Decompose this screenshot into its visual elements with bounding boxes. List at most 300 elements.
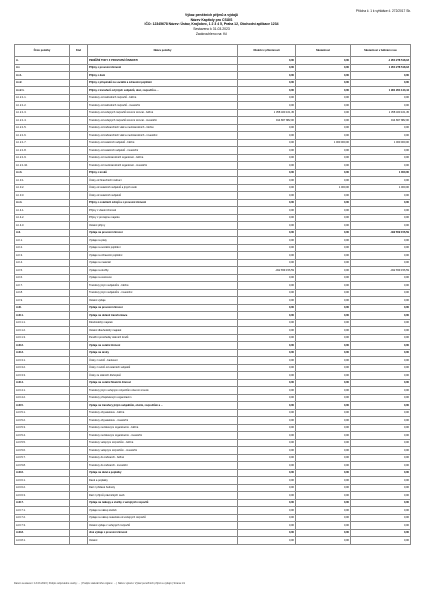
col-header-name: Název položky [88, 45, 238, 57]
table-row [15, 87, 411, 95]
row-period-value: 0,00 [238, 274, 296, 282]
row-period-value: 0,00 [238, 282, 296, 290]
row-kod [70, 507, 88, 515]
table-row [15, 492, 411, 500]
row-name: Úroky od ostatních subjektů [88, 192, 238, 200]
table-row [15, 462, 411, 470]
row-current-year-value: 0,00 [351, 162, 411, 170]
row-name: Transfery od veřejných rozpočtů územní úrovně - investiční [88, 117, 238, 125]
row-code: A.II.7. [15, 282, 70, 290]
row-code: A.III. [15, 304, 70, 312]
table-row [15, 432, 411, 440]
row-kod [70, 102, 88, 110]
row-name: Výdaje na úroky [88, 349, 238, 357]
table-row [15, 372, 411, 380]
row-code: A.I.4.3. [15, 222, 70, 230]
table-row [15, 57, 411, 65]
row-code: A.I.4.1. [15, 207, 70, 215]
row-actual-value: 0,00 [296, 79, 351, 87]
row-name: Ostatní dlouhodobý majetek [88, 327, 238, 335]
row-kod [70, 289, 88, 297]
row-kod [70, 297, 88, 305]
report-title: Výkaz peněžních příjmů a výdajů [185, 13, 238, 17]
row-name: Transfery veřejným rozpočtům - běžné [88, 439, 238, 447]
row-code: A.III.7. [15, 499, 70, 507]
row-actual-value: 0,00 [296, 537, 351, 545]
row-period-value: 0,00 [238, 64, 296, 72]
row-period-value: 0,00 [238, 154, 296, 162]
table-row [15, 304, 411, 312]
row-kod [70, 402, 88, 410]
row-name: Úroky od finančních institucí [88, 177, 238, 185]
row-code: A.I.2. [15, 79, 70, 87]
row-kod [70, 199, 88, 207]
row-kod [70, 462, 88, 470]
row-current-year-value: 0,00 [351, 334, 411, 342]
table-row [15, 394, 411, 402]
report-table [14, 44, 411, 545]
row-name: Transfery od veřejných rozpočtů územní úrovně - běžné [88, 109, 238, 117]
row-kod [70, 357, 88, 365]
row-current-year-value: 0,00 [351, 417, 411, 425]
row-kod [70, 372, 88, 380]
table-row [15, 192, 411, 200]
table-row [15, 259, 411, 267]
row-period-value: 0,00 [238, 147, 296, 155]
row-kod [70, 387, 88, 395]
row-actual-value: 0,00 [296, 267, 351, 275]
row-name: Transfery jiným veřejným rozpočtům územní úrovně [88, 387, 238, 395]
row-actual-value: 0,00 [296, 177, 351, 185]
row-period-value: 0,00 [238, 454, 296, 462]
table-row [15, 229, 411, 237]
row-current-year-value: 0,00 [351, 94, 411, 102]
row-period-value: 0,00 [238, 102, 296, 110]
row-period-value: 0,00 [238, 394, 296, 402]
row-kod [70, 64, 88, 72]
row-kod [70, 124, 88, 132]
row-period-value: 0,00 [238, 484, 296, 492]
table-row [15, 154, 411, 162]
row-code: A.I.2.1.10. [15, 162, 70, 170]
row-name: Transfery do zahraničí - běžné [88, 454, 238, 462]
row-period-value: 0,00 [238, 207, 296, 215]
table-row [15, 244, 411, 252]
row-name: Výdaje na nákupy a služby z veřejných rozpočtů [88, 499, 238, 507]
row-kod [70, 447, 88, 455]
table-row [15, 147, 411, 155]
table-row [15, 319, 411, 327]
row-code: A.I.2.1.9. [15, 154, 70, 162]
table-row [15, 274, 411, 282]
row-period-value: 0,00 [238, 439, 296, 447]
row-code: A.III.6. [15, 469, 70, 477]
table-row [15, 349, 411, 357]
row-kod [70, 192, 88, 200]
row-name: Výdaje na ostatní činnost [88, 342, 238, 350]
row-code: A.II.9. [15, 297, 70, 305]
row-code: A.II.1. [15, 237, 70, 245]
row-current-year-value: -1 954 278 518,18 [351, 57, 411, 65]
row-name: Transfery od ostatních subjektů - investiční [88, 147, 238, 155]
row-kod [70, 184, 88, 192]
row-name: Dlouhodobý majetek [88, 319, 238, 327]
row-code: A.I.2.1.8. [15, 147, 70, 155]
row-kod [70, 162, 88, 170]
row-current-year-value: 0,00 [351, 214, 411, 222]
row-period-value: 0,00 [238, 87, 296, 95]
row-code: A.III.5.3. [15, 424, 70, 432]
row-actual-value: 0,00 [296, 192, 351, 200]
row-name: Úroky od ostatních subjektů a jiných osob [88, 184, 238, 192]
row-current-year-value: 0,00 [351, 372, 411, 380]
row-code: A.III.4. [15, 379, 70, 387]
row-name: Transfery obyvatelstvu - investiční [88, 417, 238, 425]
table-row [15, 109, 411, 117]
row-period-value: 0,00 [238, 417, 296, 425]
row-code: A.III.2. [15, 342, 70, 350]
row-code: A.II.6. [15, 274, 70, 282]
row-current-year-value: 0,00 [351, 304, 411, 312]
row-actual-value: 0,00 [296, 312, 351, 320]
row-actual-value: 0,00 [296, 117, 351, 125]
row-kod [70, 439, 88, 447]
row-name: PENĚŽNÍ TOKY Z PROVOZNÍ ČINNOSTI [88, 57, 238, 65]
row-name: Výdaje na sociální pojištění [88, 244, 238, 252]
row-name: Transfery od zahraničních vlád a mezinárodních - investiční [88, 132, 238, 140]
row-period-value: 0,00 [238, 507, 296, 515]
row-period-value: -492 659 156,59 [238, 267, 296, 275]
row-actual-value: 0,00 [296, 469, 351, 477]
row-name: Výdaje na daně a poplatky [88, 469, 238, 477]
row-kod [70, 364, 88, 372]
row-period-value: 0,00 [238, 387, 296, 395]
row-current-year-value: 0,00 [351, 342, 411, 350]
row-code: A.III.5.7. [15, 454, 70, 462]
row-code: A.III.7.2. [15, 514, 70, 522]
row-kod [70, 319, 88, 327]
row-code: A.I.4.2. [15, 214, 70, 222]
row-period-value: 0,00 [238, 57, 296, 65]
row-kod [70, 117, 88, 125]
row-period-value: 0,00 [238, 364, 296, 372]
row-period-value: 0,00 [238, 379, 296, 387]
row-current-year-value: 0,00 [351, 319, 411, 327]
row-name: Výdaje na materiál [88, 259, 238, 267]
row-actual-value: 0,00 [296, 342, 351, 350]
row-actual-value: 1 000,00 [296, 184, 351, 192]
report-date: Sestaveno k 31.03.2023 [193, 27, 230, 32]
row-name: Transfery obyvatelstvu - běžné [88, 409, 238, 417]
table-row [15, 72, 411, 80]
row-actual-value: 0,00 [296, 87, 351, 95]
row-current-year-value: 0,00 [351, 424, 411, 432]
row-actual-value: 0,00 [296, 387, 351, 395]
row-actual-value: 0,00 [296, 477, 351, 485]
row-current-year-value: 0,00 [351, 282, 411, 290]
row-code: A.I.2.1.2. [15, 102, 70, 110]
row-name: Ostatní výdaje z veřejných rozpočtů [88, 522, 238, 530]
row-kod [70, 417, 88, 425]
row-current-year-value: 0,00 [351, 147, 411, 155]
row-actual-value: 0,00 [296, 462, 351, 470]
row-actual-value: 0,00 [296, 154, 351, 162]
row-kod [70, 274, 88, 282]
row-kod [70, 432, 88, 440]
row-name: Výdaje na oblasti transformace [88, 312, 238, 320]
row-code: A.III.5.2. [15, 417, 70, 425]
row-code: A.III.5.4. [15, 432, 70, 440]
row-name: Příjmy z ostatních zdrojů a z provozní činnosti [88, 199, 238, 207]
row-current-year-value: 1 000,00 [351, 169, 411, 177]
row-code: A.III.4.2. [15, 394, 70, 402]
row-code: A.III.7.3. [15, 522, 70, 530]
row-actual-value: 0,00 [296, 327, 351, 335]
row-kod [70, 514, 88, 522]
row-code: A.II.4. [15, 259, 70, 267]
row-period-value: 0,00 [238, 237, 296, 245]
row-current-year-value: 0,00 [351, 454, 411, 462]
row-actual-value: 0,00 [296, 409, 351, 417]
row-code: A.III.5. [15, 402, 70, 410]
table-row [15, 102, 411, 110]
row-actual-value: 0,00 [296, 289, 351, 297]
row-code: A.I.3.2. [15, 184, 70, 192]
row-current-year-value: 0,00 [351, 124, 411, 132]
row-code: A.I.3.3. [15, 192, 70, 200]
row-kod [70, 469, 88, 477]
row-code: A.III.5.6. [15, 447, 70, 455]
row-kod [70, 72, 88, 80]
row-current-year-value: 0,00 [351, 379, 411, 387]
table-body [15, 57, 411, 545]
table-row [15, 207, 411, 215]
row-actual-value: 0,00 [296, 507, 351, 515]
row-period-value: 0,00 [238, 229, 296, 237]
row-actual-value: 0,00 [296, 72, 351, 80]
row-period-value: 0,00 [238, 289, 296, 297]
row-code: A.III.5.5. [15, 439, 70, 447]
row-code: A.II.8. [15, 289, 70, 297]
row-name: Výdaje na nákup materiálu od veřejných rozpočtů [88, 514, 238, 522]
table-row [15, 184, 411, 192]
row-period-value: 0,00 [238, 162, 296, 170]
row-actual-value: 0,00 [296, 529, 351, 537]
row-current-year-value: 0,00 [351, 192, 411, 200]
row-current-year-value: 0,00 [351, 477, 411, 485]
row-name: Výdaje na cestovné [88, 274, 238, 282]
table-row [15, 124, 411, 132]
row-name: Výdaje na provozní činnost [88, 304, 238, 312]
row-period-value: 0,00 [238, 409, 296, 417]
table-row [15, 252, 411, 260]
row-actual-value: 0,00 [296, 514, 351, 522]
row-current-year-value: 0,00 [351, 522, 411, 530]
row-code: A.III.4.1. [15, 387, 70, 395]
table-row [15, 499, 411, 507]
row-name: Úroky z úvěrů od ostatních subjektů [88, 364, 238, 372]
row-kod [70, 87, 88, 95]
row-current-year-value: 0,00 [351, 447, 411, 455]
table-row [15, 522, 411, 530]
row-code: A.I.2.1.7. [15, 139, 70, 147]
row-name: Transfery od mezinárodních organizací - běžné [88, 154, 238, 162]
row-actual-value: 0,00 [296, 319, 351, 327]
row-actual-value: 0,00 [296, 259, 351, 267]
row-period-value: 0,00 [238, 424, 296, 432]
row-code: A. [15, 57, 70, 65]
row-kod [70, 327, 88, 335]
row-kod [70, 79, 88, 87]
table-row [15, 162, 411, 170]
row-kod [70, 424, 88, 432]
row-name: Transfery příspěvkovým organizacím [88, 394, 238, 402]
row-current-year-value: -492 659 156,59 [351, 229, 411, 237]
row-period-value: 0,00 [238, 514, 296, 522]
row-current-year-value: 0,00 [351, 244, 411, 252]
col-header-current-year: Skutečnost v běžném roce [351, 45, 411, 57]
row-actual-value: 0,00 [296, 237, 351, 245]
row-actual-value: 0,00 [296, 252, 351, 260]
row-code: A.III.8. [15, 529, 70, 537]
row-name: Výdaje na provozní činnost [88, 229, 238, 237]
row-period-value: 0,00 [238, 432, 296, 440]
row-actual-value: 0,00 [296, 424, 351, 432]
row-name: Transfery jiným subjektům - investiční [88, 289, 238, 297]
table-row [15, 177, 411, 185]
row-current-year-value: 0,00 [351, 102, 411, 110]
row-period-value: 0,00 [238, 349, 296, 357]
row-period-value: 0,00 [238, 447, 296, 455]
table-row [15, 507, 411, 515]
row-name: Výdaje na ostatní finanční činnost [88, 379, 238, 387]
row-current-year-value: 0,00 [351, 514, 411, 522]
row-code: A.III.1.1. [15, 319, 70, 327]
row-kod [70, 169, 88, 177]
row-kod [70, 214, 88, 222]
page-footer: Datum sestavení: 13.03.2023 | Podpis odpovědné osoby: ... | Podpis statutárního orgánu: ... | Název výkazu: Výkaz peněžních příjmů a výdajů | Strana 1/1 [14, 582, 186, 585]
row-actual-value: 0,00 [296, 522, 351, 530]
row-actual-value: 0,00 [296, 222, 351, 230]
row-actual-value: 0,00 [296, 102, 351, 110]
row-current-year-value: 0,00 [351, 484, 411, 492]
row-period-value: 0,00 [238, 342, 296, 350]
row-name: Daň z přidané hodnoty [88, 484, 238, 492]
row-name: Transfery od ústředních rozpočtů - investiční [88, 102, 238, 110]
row-actual-value: 0,00 [296, 432, 351, 440]
row-actual-value: 0,00 [296, 304, 351, 312]
row-code: A.I.4. [15, 199, 70, 207]
row-current-year-value: 1 954 278 518,18 [351, 64, 411, 72]
row-kod [70, 477, 88, 485]
row-actual-value: 0,00 [296, 109, 351, 117]
table-row [15, 537, 411, 545]
row-actual-value: 0,00 [296, 334, 351, 342]
row-kod [70, 147, 88, 155]
table-row [15, 484, 411, 492]
row-name: Transfery od zahraničních vlád a mezinárodních - běžné [88, 124, 238, 132]
row-actual-value: 0,00 [296, 349, 351, 357]
row-current-year-value: 0,00 [351, 79, 411, 87]
row-current-year-value: 0,00 [351, 177, 411, 185]
table-row [15, 312, 411, 320]
row-period-value: 0,00 [238, 199, 296, 207]
col-header-code: Číslo položky [15, 45, 70, 57]
row-current-year-value: 0,00 [351, 72, 411, 80]
row-actual-value: 0,00 [296, 199, 351, 207]
row-current-year-value: 0,00 [351, 132, 411, 140]
row-kod [70, 154, 88, 162]
row-actual-value: 0,00 [296, 394, 351, 402]
row-actual-value: 0,00 [296, 447, 351, 455]
row-current-year-value: 914 807 882,00 [351, 117, 411, 125]
row-current-year-value: 0,00 [351, 529, 411, 537]
row-name: Transfery neziskovým organizacím - investiční [88, 432, 238, 440]
row-name: Transfery jiným subjektům - běžné [88, 282, 238, 290]
row-current-year-value: 1 000 000,00 [351, 139, 411, 147]
row-current-year-value: 0,00 [351, 357, 411, 365]
table-row [15, 199, 411, 207]
col-header-actual: Skutečnost [296, 45, 351, 57]
row-actual-value: 0,00 [296, 364, 351, 372]
row-actual-value: 0,00 [296, 64, 351, 72]
row-period-value: 0,00 [238, 312, 296, 320]
row-kod [70, 342, 88, 350]
row-code: A.III.1.2. [15, 327, 70, 335]
row-actual-value: 0,00 [296, 207, 351, 215]
table-row [15, 267, 411, 275]
row-current-year-value: 0,00 [351, 274, 411, 282]
row-code: A.I.2.1.3. [15, 109, 70, 117]
table-row [15, 117, 411, 125]
row-name: Příjmy z daní [88, 72, 238, 80]
table-row [15, 402, 411, 410]
row-name: Příjmy z transferů od jiných subjektů, obcí, rozpočtů a ... [88, 87, 238, 95]
report-rounding: Zaokrouhleno na: Kč [195, 31, 228, 36]
row-actual-value: 0,00 [296, 162, 351, 170]
row-code: A.II.3. [15, 252, 70, 260]
table-row [15, 387, 411, 395]
table-row [15, 439, 411, 447]
row-actual-value: 0,00 [296, 274, 351, 282]
row-current-year-value: 0,00 [351, 364, 411, 372]
row-period-value: 0,00 [238, 297, 296, 305]
row-code: A.III.1. [15, 312, 70, 320]
row-name: Příjmy z úroků [88, 169, 238, 177]
row-period-value: 0,00 [238, 139, 296, 147]
table-row [15, 529, 411, 537]
row-period-value: 0,00 [238, 477, 296, 485]
row-name: Transfery od ústředních rozpočtů - běžné [88, 94, 238, 102]
row-kod [70, 244, 88, 252]
row-period-value: 0,00 [238, 492, 296, 500]
row-kod [70, 177, 88, 185]
row-actual-value: 0,00 [296, 372, 351, 380]
row-code: A.III.3.2. [15, 364, 70, 372]
table-row [15, 477, 411, 485]
row-actual-value: 0,00 [296, 94, 351, 102]
row-period-value: 0,00 [238, 357, 296, 365]
row-name: Daň z příjmů právnických osob [88, 492, 238, 500]
row-name: Výdaje na platy [88, 237, 238, 245]
row-code: A.I.2.1.5. [15, 124, 70, 132]
row-name: Příjmy z provozní činnosti [88, 64, 238, 72]
table-row [15, 417, 411, 425]
row-current-year-value: 0,00 [351, 289, 411, 297]
row-kod [70, 132, 88, 140]
row-period-value: 0,00 [238, 402, 296, 410]
row-code: A.I.3. [15, 169, 70, 177]
